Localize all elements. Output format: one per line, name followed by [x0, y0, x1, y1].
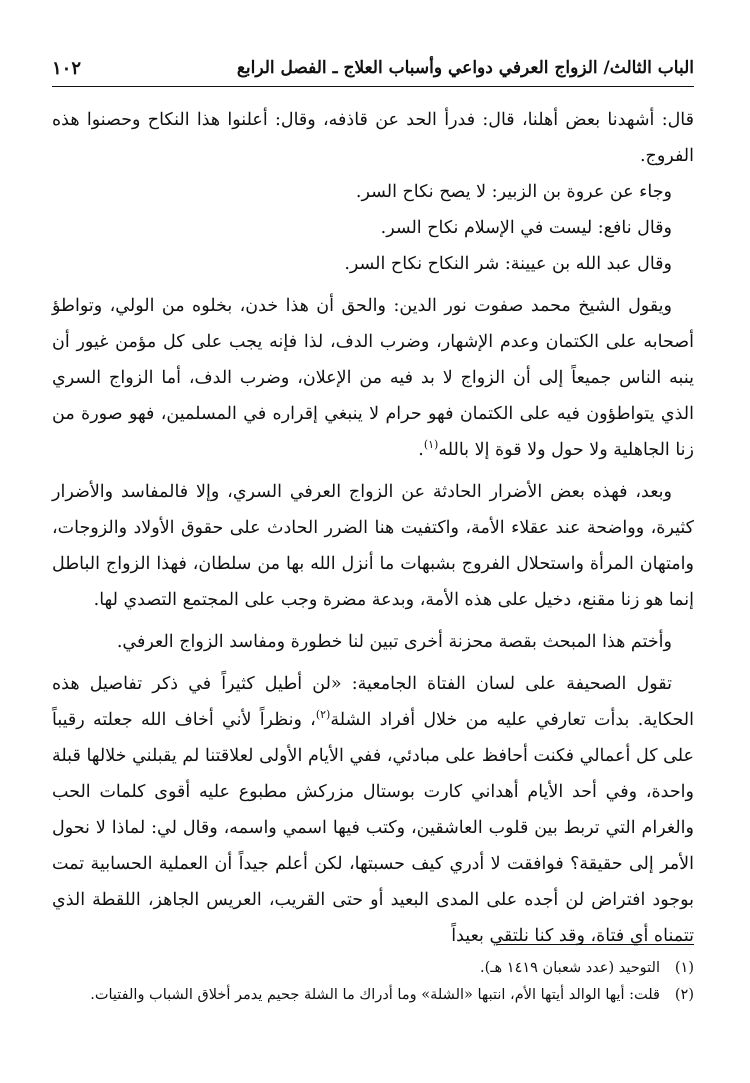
paragraph: ويقول الشيخ محمد صفوت نور الدين: والحق أن هذا خدن، بخلوه من الولي، وتواطؤ أصحابه على الكتمان وعدم الإشهار، وضرب الدف، لذا فإنه يجب على كل مؤمن غيور أن ينبه الناس جميعاً إلى أن الزواج لا بد فيه من الإعلان، وضرب الدف، أما الزواج السري الذي يتواطؤون فيه على الكتمان فهو حرام لا ينبغي إقراره في المسلمين، فهو صورة من زنا الجاهلية ولا حول ولا قوة إلا بالله$^{(١)}$. [52, 296, 694, 460]
footnotes [52, 955, 694, 1009]
footnote-divider [497, 944, 694, 945]
header-title: الباب الثالث/ الزواج العرفي دواعي وأسباب العلاج ـ الفصل الرابع [236, 58, 694, 78]
footnote-ref: (٢) [315, 708, 331, 722]
paragraph [52, 666, 694, 954]
paragraph-text: تقول الصحيفة على لسان الفتاة الجامعية: «لن أطيل كثيراً في ذكر تفاصيل هذه الحكاية. بدأت تعارفي عليه من خلال أفراد الشلة [52, 674, 694, 730]
paragraph: قال: أشهدنا بعض أهلنا، قال: فدرأ الحد عن قاذفه، وقال: أعلنوا هذا النكاح وحصنوا هذه الفروج. [52, 110, 694, 166]
footnote [52, 982, 694, 1009]
running-header [52, 52, 694, 87]
body-text [52, 102, 694, 954]
quote-line: وقال نافع: ليست في الإسلام نكاح السر. [380, 218, 672, 238]
footnote-ref: (١) [423, 438, 439, 452]
footnote-number: (١) [674, 960, 694, 976]
paragraph-text: ، ونظراً لأني أخاف الله جعلته رقيباً على كل أعمالي فكنت أحافظ على مبادئي، ففي الأيام الأولى لعلاقتنا لم يقبلني خلالها قبلة واحدة، وفي أحد الأيام أهداني كارت بوستال مزركش مطبوع عليه أقوى كلمات الحب والغرام التي تربط بين قلوب العاشقين، وكتب فيها اسمي واسمه، وقال لي: لماذا لا نحول الأمر إلى حقيقة؟ فوافقت لا أدري كيف حسبتها، لكن أعلم جيداً أن العملية الحسابية تمت بوجود افتراض لن أجده على المدى البعيد أو حتى القريب، العريس الجاهز، اللقطة الذي تتمناه أي فتاة، وقد كنا نلتقي بعيداً [52, 710, 694, 946]
paragraph-text: ويقول الشيخ محمد صفوت نور الدين: والحق أن هذا خدن، بخلوه من الولي، وتواطؤ أصحابه على الكتمان وعدم الإشهار، وضرب الدف، لذا فإنه يجب على كل مؤمن غيور أن ينبه الناس جميعاً إلى أن الزواج لا بد فيه من الإعلان، وضرب الدف، أما الزواج السري الذي يتواطؤون فيه على الكتمان فهو حرام لا ينبغي إقراره في المسلمين، فهو صورة من زنا الجاهلية ولا حول ولا قوة إلا بالله [52, 296, 694, 460]
footnote [52, 955, 694, 982]
paragraph: وبعد، فهذه بعض الأضرار الحادثة عن الزواج العرفي السري، وإلا فالمفاسد والأضرار كثيرة، وواضحة عند عقلاء الأمة، واكتفيت هنا الضرر الحادث على حقوق الأولاد والزوجات، وامتهان المرأة واستحلال الفروج بشبهات ما أنزل الله بها من سلطان، فهذا الزواج الباطل إنما هو زنا مقنع، دخيل على هذه الأمة، وبدعة مضرة وجب على المجتمع التصدي لها. [52, 482, 694, 610]
footnote-text: قلت: أيها الوالد أيتها الأم، انتبها «الشلة» وما أدراك ما الشلة جحيم يدمر أخلاق الشباب والفتيات. [90, 987, 660, 1003]
footnote-number: (٢) [674, 987, 694, 1003]
quote-line: وقال عبد الله بن عيينة: شر النكاح نكاح السر. [344, 254, 672, 274]
paragraph: وأختم هذا المبحث بقصة محزنة أخرى تبين لنا خطورة ومفاسد الزواج العرفي. [116, 632, 672, 652]
footnote-text: التوحيد (عدد شعبان ١٤١٩ هـ). [480, 960, 660, 976]
page-number: ١٠٢ [52, 58, 82, 79]
quote-line: وجاء عن عروة بن الزبير: لا يصح نكاح السر. [355, 182, 672, 202]
